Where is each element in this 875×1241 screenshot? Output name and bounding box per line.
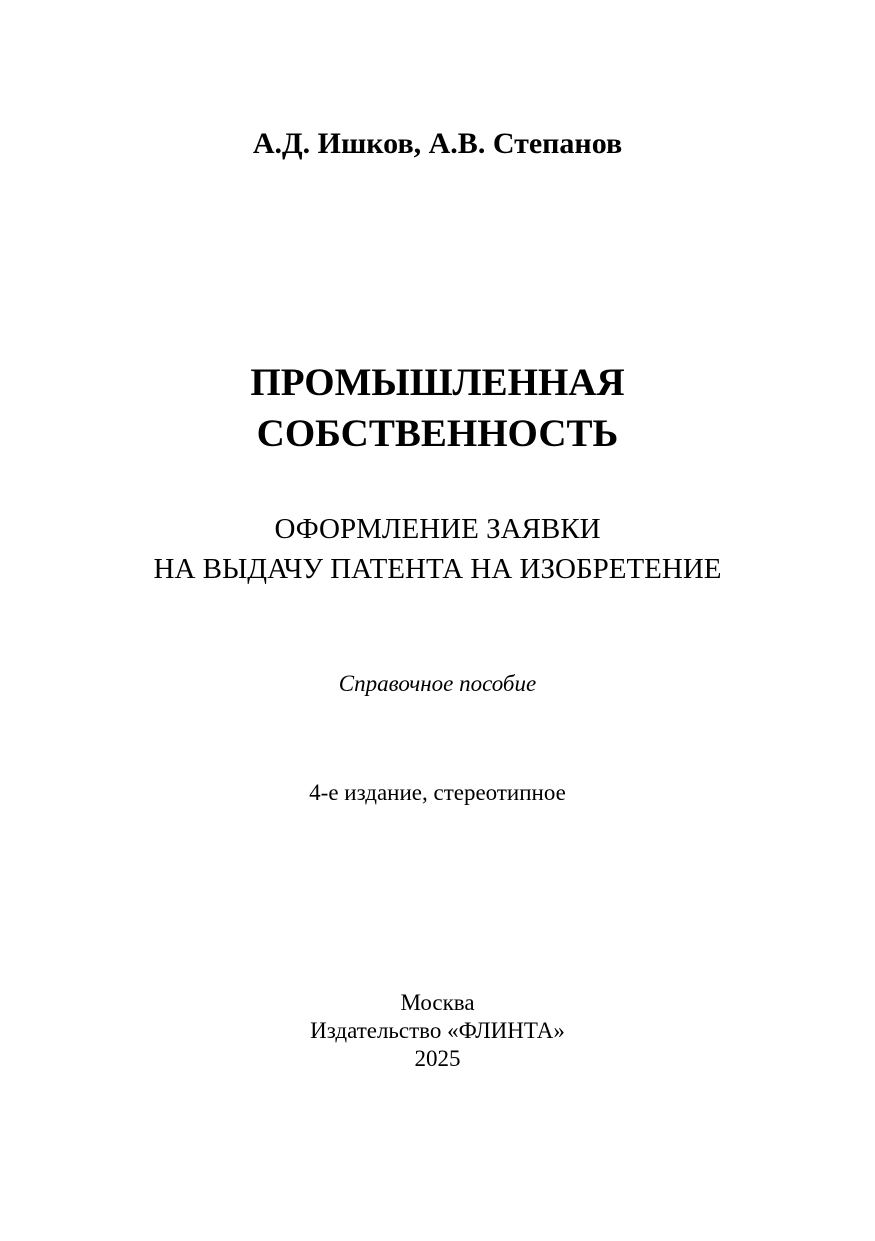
- book-subtitle-line-1: ОФОРМЛЕНИЕ ЗАЯВКИ: [274, 513, 601, 545]
- publication-year: 2025: [414, 1046, 461, 1071]
- publication-type: Справочное пособие: [338, 671, 537, 696]
- authors: А.Д. Ишков, А.В. Степанов: [252, 127, 623, 160]
- publisher-name: Издательство «ФЛИНТА»: [310, 1018, 565, 1043]
- edition-note: 4-е издание, стереотипное: [309, 780, 566, 805]
- book-title-line-1: ПРОМЫШЛЕННАЯ: [250, 361, 625, 404]
- book-subtitle-line-2: НА ВЫДАЧУ ПАТЕНТА НА ИЗОБРЕТЕНИЕ: [153, 553, 722, 585]
- publication-city: Москва: [400, 990, 475, 1015]
- book-title-line-2: СОБСТВЕННОСТЬ: [256, 412, 619, 455]
